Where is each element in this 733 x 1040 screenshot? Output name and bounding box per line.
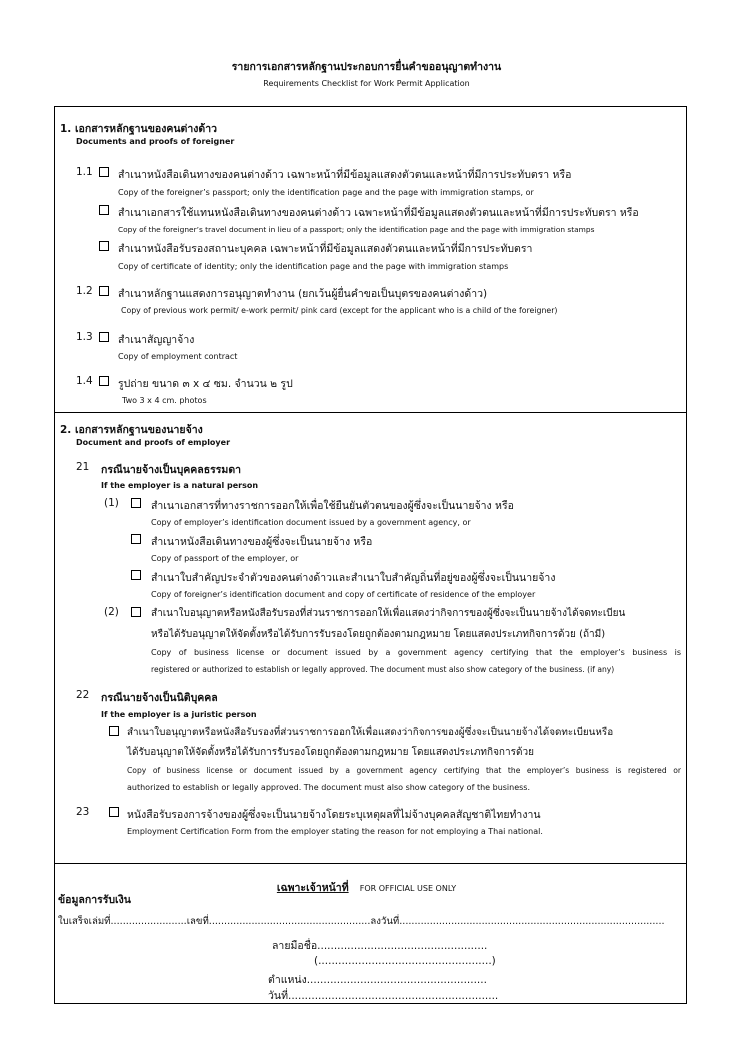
item-text: สำเนาเอกสารที่ทางราชการออกให้เพื่อใช้ยืนยันตัวตนของผู้ซึ่งจะเป็นนายจ้าง หรือ (151, 500, 514, 512)
item-text: สำเนาหลักฐานแสดงการอนุญาตทำงาน (ยกเว้นผู้ยื่นคำขอเป็นบุตรของคนต่างด้าว) (118, 288, 488, 300)
section-1-heading-en: Documents and proofs of foreigner (76, 137, 235, 146)
item-text: หนังสือรับรองการจ้างของผู้ซึ่งจะเป็นนายจ้างโดยระบุเหตุผลที่ไม่จ้างบุคคลสัญชาติไทยทำงาน (127, 809, 541, 821)
section-2-heading-en: Document and proofs of employer (76, 438, 231, 447)
checkbox-photos[interactable] (99, 376, 109, 386)
item-text: สำเนาใบอนุญาตหรือหนังสือรับรองที่ส่วนราชการออกให้เพื่อแสดงว่ากิจการของผู้ซึ่งจะเป็นนายจ้างได้จดทะเบียนหรือ (127, 727, 614, 738)
section-divider-1 (54, 412, 687, 413)
item-text-en: Copy of foreigner’s identification document and copy of certificate of residence of the employer (151, 590, 536, 599)
item-number: 21 (76, 461, 90, 473)
page-title-thai: รายการเอกสารหลักฐานประกอบการยื่นคำขออนุญาตทำงาน (231, 61, 502, 73)
item-text: หรือได้รับอนุญาตให้จัดตั้งหรือได้รับการรับรองโดยถูกต้องตามกฎหมาย โดยแสดงประเภทกิจการด้วย (ถ้ามี) (151, 629, 606, 640)
item-text-en: registered or authorized to establish or legally approved. The document must also show category of the business. (if any) (151, 665, 615, 674)
signature-line[interactable]: ลายมือชื่อ................................................... (272, 940, 488, 952)
sub-heading: กรณีนายจ้างเป็นบุคคลธรรมดา (101, 464, 242, 476)
checkbox-previous-work-permit[interactable] (99, 286, 109, 296)
position-line[interactable]: ตำแหน่ง...................................................... (268, 974, 487, 986)
checkbox-business-license-natural[interactable] (131, 607, 141, 617)
official-use-thai: เฉพาะเจ้าหน้าที่ (276, 882, 349, 894)
item-text: สำเนาสัญญาจ้าง (118, 334, 195, 346)
item-text-en: Copy of previous work permit/ e-work permit/ pink card (except for the applicant who is a child of the foreigner) (121, 306, 558, 315)
item-number: 1.3 (76, 331, 93, 343)
item-number: 1.1 (76, 166, 93, 178)
item-number: (2) (104, 606, 119, 618)
item-text: สำเนาหนังสือเดินทางของผู้ซึ่งจะเป็นนายจ้าง หรือ (151, 536, 373, 548)
item-number: 1.2 (76, 285, 93, 297)
item-text: สำเนาใบอนุญาตหรือหนังสือรับรองที่ส่วนราชการออกให้เพื่อแสดงว่ากิจการของผู้ซึ่งจะเป็นนายจ้างได้จดทะเบียน (151, 608, 626, 619)
item-text-en: Copy of employment contract (118, 352, 238, 361)
item-text: สำเนาเอกสารใช้แทนหนังสือเดินทางของคนต่างด้าว เฉพาะหน้าที่มีข้อมูลแสดงตัวตนและหน้าที่มีการประทับตรา หรือ (118, 207, 639, 219)
item-text-en: Copy of business license or document issued by a government agency certifying that the employer’s business is registered or (127, 766, 681, 775)
page-title-english: Requirements Checklist for Work Permit Application (263, 79, 470, 88)
item-text: รูปถ่าย ขนาด ๓ x ๔ ซม. จำนวน ๒ รูป (118, 378, 293, 390)
item-text-en: Copy of employer’s identification document issued by a government agency, or (151, 518, 471, 527)
item-text: สำเนาหนังสือเดินทางของคนต่างด้าว เฉพาะหน้าที่มีข้อมูลแสดงตัวตนและหน้าที่มีการประทับตรา หรือ (118, 169, 572, 181)
item-number: 1.4 (76, 375, 93, 387)
checkbox-employer-passport[interactable] (131, 534, 141, 544)
name-line[interactable]: (....................................................) (314, 955, 496, 967)
payment-heading: ข้อมูลการรับเงิน (58, 894, 131, 906)
sub-heading: กรณีนายจ้างเป็นนิติบุคคล (101, 692, 218, 704)
item-text-en: Copy of passport of the employer, or (151, 554, 299, 563)
checkbox-business-license-juristic[interactable] (109, 726, 119, 736)
item-text-en: Copy of business license or document issued by a government agency certifying that the employer’s business is (151, 648, 681, 657)
item-text: ได้รับอนุญาตให้จัดตั้งหรือได้รับการรับรองโดยถูกต้องตามกฎหมาย โดยแสดงประเภทกิจการด้วย (127, 747, 534, 758)
item-text: สำเนาหนังสือรับรองสถานะบุคคล เฉพาะหน้าที่มีข้อมูลแสดงตัวตนและหน้าที่มีการประทับตรา (118, 243, 533, 255)
checkbox-travel-document[interactable] (99, 205, 109, 215)
item-text-en: Two 3 x 4 cm. photos (122, 396, 207, 405)
sub-heading-en: If the employer is a juristic person (101, 710, 257, 719)
checkbox-employment-contract[interactable] (99, 332, 109, 342)
checkbox-employer-id[interactable] (131, 498, 141, 508)
sub-heading-en: If the employer is a natural person (101, 481, 259, 490)
checkbox-passport[interactable] (99, 167, 109, 177)
checkbox-employment-certification[interactable] (109, 807, 119, 817)
item-text-en: Copy of certificate of identity; only the identification page and the page with immigration stamps (118, 262, 509, 271)
item-number: 23 (76, 806, 90, 818)
item-text-en: Employment Certification Form from the employer stating the reason for not employing a Thai national. (127, 827, 543, 836)
item-text-en: Copy of the foreigner’s travel document in lieu of a passport; only the identification page and the page with immigration stamps (118, 225, 595, 234)
item-text: สำเนาใบสำคัญประจำตัวของคนต่างด้าวและสำเนาใบสำคัญถิ่นที่อยู่ของผู้ซึ่งจะเป็นนายจ้าง (151, 572, 556, 584)
checkbox-certificate-of-identity[interactable] (99, 241, 109, 251)
section-divider-2 (54, 863, 687, 864)
item-number: (1) (104, 497, 119, 509)
item-text-en: Copy of the foreigner’s passport; only the identification page and the page with immigration stamps, or (118, 188, 534, 197)
section-2-heading: 2. เอกสารหลักฐานของนายจ้าง (60, 424, 203, 436)
section-1-heading: 1. เอกสารหลักฐานของคนต่างด้าว (60, 123, 217, 135)
receipt-line[interactable]: ใบเสร็จเล่มที่.........................เลขที่.....................................................ลงวันที่....................................................................................... (58, 916, 665, 927)
date-line[interactable]: วันที่............................................................... (268, 990, 499, 1002)
official-use-english: FOR OFFICIAL USE ONLY (359, 884, 457, 893)
item-number: 22 (76, 689, 90, 701)
item-text-en: authorized to establish or legally approved. The document must also show category of the business. (127, 783, 531, 792)
checkbox-employer-residence[interactable] (131, 570, 141, 580)
